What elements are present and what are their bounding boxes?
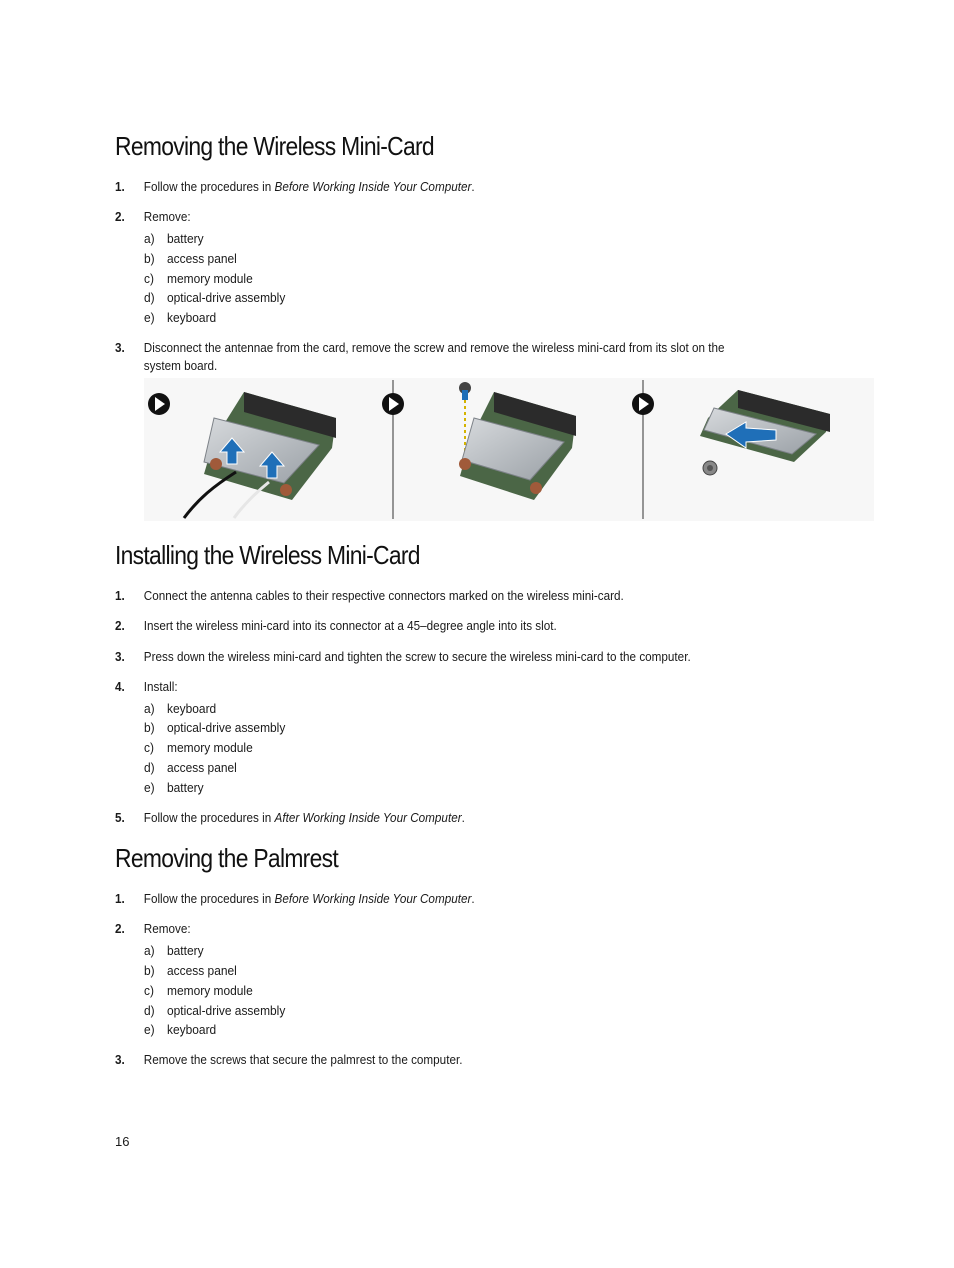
step-text xyxy=(144,890,475,908)
sub-item-text: memory module xyxy=(167,740,253,755)
step-text-suffix: . xyxy=(471,891,475,906)
step-text: Remove: xyxy=(143,209,191,224)
step-text-continued: system board. xyxy=(143,358,218,373)
sub-item-text: keyboard xyxy=(167,1022,217,1037)
sub-item-letter: b) xyxy=(144,720,155,735)
step-text: Install: xyxy=(143,679,178,694)
wireless-card-removal-illustration xyxy=(144,378,874,521)
sub-item-text: keyboard xyxy=(167,701,217,716)
step-text: Insert the wireless mini-card into its connector at a 45–degree angle into its slot. xyxy=(143,618,557,633)
step-text-suffix: . xyxy=(461,810,465,825)
sub-item-letter: c) xyxy=(144,740,154,755)
step-number: 3. xyxy=(115,340,125,355)
sub-item-text: battery xyxy=(167,231,204,246)
step-number: 1. xyxy=(115,588,125,603)
step-text: Connect the antenna cables to their respective connectors marked on the wireless mini-card. xyxy=(143,588,624,603)
step-text-prefix: Follow the procedures in xyxy=(143,810,275,825)
sub-item-letter: e) xyxy=(144,1022,155,1037)
step-number: 2. xyxy=(115,921,125,936)
sub-item-letter: c) xyxy=(144,983,154,998)
step-number: 3. xyxy=(115,1052,125,1067)
step-text-suffix: . xyxy=(471,179,475,194)
sub-item-text: optical-drive assembly xyxy=(167,720,286,735)
sub-item-text: access panel xyxy=(167,760,237,775)
step-number: 5. xyxy=(115,810,125,825)
sub-item-text: memory module xyxy=(167,983,253,998)
reference-title: Before Working Inside Your Computer xyxy=(274,891,472,906)
sub-item-letter: c) xyxy=(144,271,154,286)
sub-item-text: battery xyxy=(167,943,204,958)
sub-item-text: memory module xyxy=(167,271,253,286)
sub-item-text: access panel xyxy=(167,963,237,978)
sub-item-text: optical-drive assembly xyxy=(167,290,286,305)
sub-item-letter: d) xyxy=(144,1003,155,1018)
reference-title: After Working Inside Your Computer xyxy=(274,810,462,825)
sub-item-letter: a) xyxy=(144,701,155,716)
section-title-removing-palmrest: Removing the Palmrest xyxy=(115,843,339,873)
step-text: Remove: xyxy=(143,921,191,936)
step-number: 3. xyxy=(115,649,125,664)
step-text: Remove the screws that secure the palmrest to the computer. xyxy=(143,1052,463,1067)
step-text: Disconnect the antennae from the card, remove the screw and remove the wireless mini-card from its slot on the xyxy=(143,340,725,355)
sub-item-letter: a) xyxy=(144,943,155,958)
step-number: 2. xyxy=(115,618,125,633)
play-step-icon xyxy=(382,393,404,415)
reference-title: Before Working Inside Your Computer xyxy=(274,179,472,194)
sub-item-letter: d) xyxy=(144,290,155,305)
sub-item-letter: b) xyxy=(144,251,155,266)
removed-screw-icon xyxy=(703,461,717,475)
sub-item-text: optical-drive assembly xyxy=(167,1003,286,1018)
step-number: 1. xyxy=(115,179,125,194)
section-title-removing-wireless-mini-card: Removing the Wireless Mini-Card xyxy=(115,131,434,161)
step-text-prefix: Follow the procedures in xyxy=(143,179,275,194)
page-number: 16 xyxy=(115,1134,130,1149)
play-step-icon xyxy=(148,393,170,415)
sub-item-letter: e) xyxy=(144,310,155,325)
step-number: 2. xyxy=(115,209,125,224)
sub-item-text: access panel xyxy=(167,251,237,266)
step-text xyxy=(144,809,465,827)
sub-item-letter: b) xyxy=(144,963,155,978)
sub-item-text: keyboard xyxy=(167,310,217,325)
step-text: Press down the wireless mini-card and tighten the screw to secure the wireless mini-card to the computer. xyxy=(143,649,691,664)
sub-item-letter: a) xyxy=(144,231,155,246)
sub-item-letter: e) xyxy=(144,780,155,795)
step-number: 1. xyxy=(115,891,125,906)
section-title-installing-wireless-mini-card: Installing the Wireless Mini-Card xyxy=(115,540,420,570)
step-text xyxy=(144,178,475,196)
play-step-icon xyxy=(632,393,654,415)
step-number: 4. xyxy=(115,679,125,694)
step-text-prefix: Follow the procedures in xyxy=(143,891,275,906)
sub-item-text: battery xyxy=(167,780,204,795)
sub-item-letter: d) xyxy=(144,760,155,775)
